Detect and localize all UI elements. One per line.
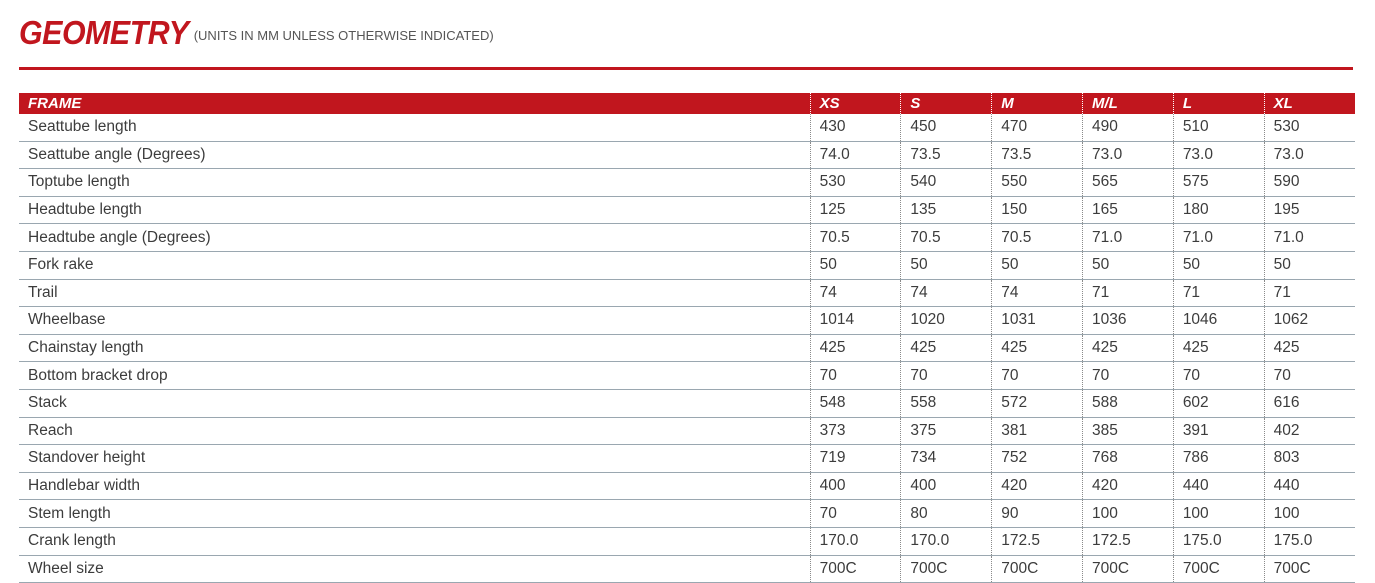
cell-value: 450 — [901, 114, 992, 141]
cell-value: 752 — [992, 445, 1083, 473]
cell-value: 135 — [901, 196, 992, 224]
table-row — [19, 114, 1355, 141]
cell-value: 170.0 — [901, 527, 992, 555]
cell-value: 180 — [1173, 196, 1264, 224]
cell-value: 73.0 — [1264, 141, 1355, 169]
column-header-size: S — [901, 93, 992, 114]
cell-value: 70.5 — [992, 224, 1083, 252]
cell-value: 385 — [1083, 417, 1174, 445]
cell-value: 530 — [1264, 114, 1355, 141]
cell-value: 90 — [992, 500, 1083, 528]
column-header-size: M — [992, 93, 1083, 114]
row-label: Fork rake — [19, 251, 810, 279]
cell-value: 50 — [1264, 251, 1355, 279]
cell-value: 73.5 — [992, 141, 1083, 169]
cell-value: 425 — [1173, 334, 1264, 362]
column-header-frame: FRAME — [19, 93, 810, 114]
cell-value: 71.0 — [1173, 224, 1264, 252]
cell-value: 700C — [992, 555, 1083, 583]
table-row — [19, 527, 1355, 555]
cell-value: 425 — [810, 334, 901, 362]
cell-value: 50 — [901, 251, 992, 279]
row-label: Chainstay length — [19, 334, 810, 362]
page-title: GEOMETRY — [19, 14, 189, 51]
row-label: Handlebar width — [19, 472, 810, 500]
cell-value: 71.0 — [1083, 224, 1174, 252]
cell-value: 381 — [992, 417, 1083, 445]
cell-value: 572 — [992, 389, 1083, 417]
row-label: Bottom bracket drop — [19, 362, 810, 390]
cell-value: 74 — [992, 279, 1083, 307]
cell-value: 420 — [1083, 472, 1174, 500]
table-row — [19, 500, 1355, 528]
cell-value: 440 — [1173, 472, 1264, 500]
cell-value: 100 — [1264, 500, 1355, 528]
cell-value: 70.5 — [901, 224, 992, 252]
row-label: Stem length — [19, 500, 810, 528]
column-header-size: XL — [1264, 93, 1355, 114]
table-row — [19, 417, 1355, 445]
cell-value: 430 — [810, 114, 901, 141]
cell-value: 700C — [810, 555, 901, 583]
cell-value: 50 — [992, 251, 1083, 279]
cell-value: 803 — [1264, 445, 1355, 473]
cell-value: 195 — [1264, 196, 1355, 224]
table-row — [19, 169, 1355, 197]
cell-value: 70 — [1083, 362, 1174, 390]
row-label: Crank length — [19, 527, 810, 555]
cell-value: 700C — [1083, 555, 1174, 583]
cell-value: 150 — [992, 196, 1083, 224]
cell-value: 510 — [1173, 114, 1264, 141]
cell-value: 1020 — [901, 307, 992, 335]
cell-value: 71.0 — [1264, 224, 1355, 252]
cell-value: 375 — [901, 417, 992, 445]
cell-value: 590 — [1264, 169, 1355, 197]
cell-value: 734 — [901, 445, 992, 473]
geometry-table — [19, 93, 1355, 583]
cell-value: 425 — [992, 334, 1083, 362]
cell-value: 73.5 — [901, 141, 992, 169]
cell-value: 425 — [901, 334, 992, 362]
cell-value: 425 — [1264, 334, 1355, 362]
table-row — [19, 334, 1355, 362]
cell-value: 530 — [810, 169, 901, 197]
cell-value: 50 — [1173, 251, 1264, 279]
cell-value: 1062 — [1264, 307, 1355, 335]
cell-value: 391 — [1173, 417, 1264, 445]
cell-value: 175.0 — [1264, 527, 1355, 555]
table-row — [19, 445, 1355, 473]
cell-value: 73.0 — [1083, 141, 1174, 169]
cell-value: 786 — [1173, 445, 1264, 473]
table-row — [19, 279, 1355, 307]
table-row — [19, 389, 1355, 417]
cell-value: 71 — [1173, 279, 1264, 307]
cell-value: 588 — [1083, 389, 1174, 417]
cell-value: 548 — [810, 389, 901, 417]
cell-value: 70.5 — [810, 224, 901, 252]
cell-value: 768 — [1083, 445, 1174, 473]
row-label: Wheel size — [19, 555, 810, 583]
cell-value: 71 — [1083, 279, 1174, 307]
table-row — [19, 224, 1355, 252]
cell-value: 1014 — [810, 307, 901, 335]
table-body — [19, 114, 1355, 583]
cell-value: 420 — [992, 472, 1083, 500]
cell-value: 440 — [1264, 472, 1355, 500]
cell-value: 172.5 — [992, 527, 1083, 555]
page-subtitle: (UNITS IN MM UNLESS OTHERWISE INDICATED) — [193, 28, 494, 43]
table-header-row — [19, 93, 1355, 114]
cell-value: 172.5 — [1083, 527, 1174, 555]
column-header-size: XS — [810, 93, 901, 114]
page-header — [19, 14, 494, 52]
cell-value: 616 — [1264, 389, 1355, 417]
row-label: Seattube angle (Degrees) — [19, 141, 810, 169]
cell-value: 719 — [810, 445, 901, 473]
table-row — [19, 141, 1355, 169]
cell-value: 558 — [901, 389, 992, 417]
row-label: Seattube length — [19, 114, 810, 141]
table-row — [19, 196, 1355, 224]
cell-value: 165 — [1083, 196, 1174, 224]
cell-value: 402 — [1264, 417, 1355, 445]
row-label: Trail — [19, 279, 810, 307]
cell-value: 74.0 — [810, 141, 901, 169]
cell-value: 100 — [1173, 500, 1264, 528]
cell-value: 550 — [992, 169, 1083, 197]
cell-value: 175.0 — [1173, 527, 1264, 555]
cell-value: 1036 — [1083, 307, 1174, 335]
row-label: Standover height — [19, 445, 810, 473]
cell-value: 565 — [1083, 169, 1174, 197]
cell-value: 50 — [810, 251, 901, 279]
row-label: Headtube angle (Degrees) — [19, 224, 810, 252]
cell-value: 373 — [810, 417, 901, 445]
cell-value: 540 — [901, 169, 992, 197]
cell-value: 80 — [901, 500, 992, 528]
cell-value: 700C — [1173, 555, 1264, 583]
cell-value: 100 — [1083, 500, 1174, 528]
cell-value: 170.0 — [810, 527, 901, 555]
cell-value: 70 — [901, 362, 992, 390]
row-label: Reach — [19, 417, 810, 445]
cell-value: 602 — [1173, 389, 1264, 417]
table-row — [19, 472, 1355, 500]
cell-value: 1031 — [992, 307, 1083, 335]
cell-value: 700C — [901, 555, 992, 583]
row-label: Stack — [19, 389, 810, 417]
title-divider — [19, 67, 1353, 70]
cell-value: 74 — [901, 279, 992, 307]
cell-value: 490 — [1083, 114, 1174, 141]
cell-value: 73.0 — [1173, 141, 1264, 169]
row-label: Wheelbase — [19, 307, 810, 335]
cell-value: 400 — [901, 472, 992, 500]
cell-value: 70 — [1173, 362, 1264, 390]
cell-value: 74 — [810, 279, 901, 307]
table-row — [19, 362, 1355, 390]
row-label: Toptube length — [19, 169, 810, 197]
column-header-size: M/L — [1083, 93, 1174, 114]
cell-value: 1046 — [1173, 307, 1264, 335]
cell-value: 71 — [1264, 279, 1355, 307]
cell-value: 70 — [1264, 362, 1355, 390]
table-row — [19, 307, 1355, 335]
cell-value: 575 — [1173, 169, 1264, 197]
cell-value: 70 — [992, 362, 1083, 390]
cell-value: 425 — [1083, 334, 1174, 362]
cell-value: 700C — [1264, 555, 1355, 583]
cell-value: 400 — [810, 472, 901, 500]
table-row — [19, 251, 1355, 279]
row-label: Headtube length — [19, 196, 810, 224]
cell-value: 50 — [1083, 251, 1174, 279]
table-row — [19, 555, 1355, 583]
cell-value: 125 — [810, 196, 901, 224]
column-header-size: L — [1173, 93, 1264, 114]
cell-value: 470 — [992, 114, 1083, 141]
cell-value: 70 — [810, 500, 901, 528]
cell-value: 70 — [810, 362, 901, 390]
